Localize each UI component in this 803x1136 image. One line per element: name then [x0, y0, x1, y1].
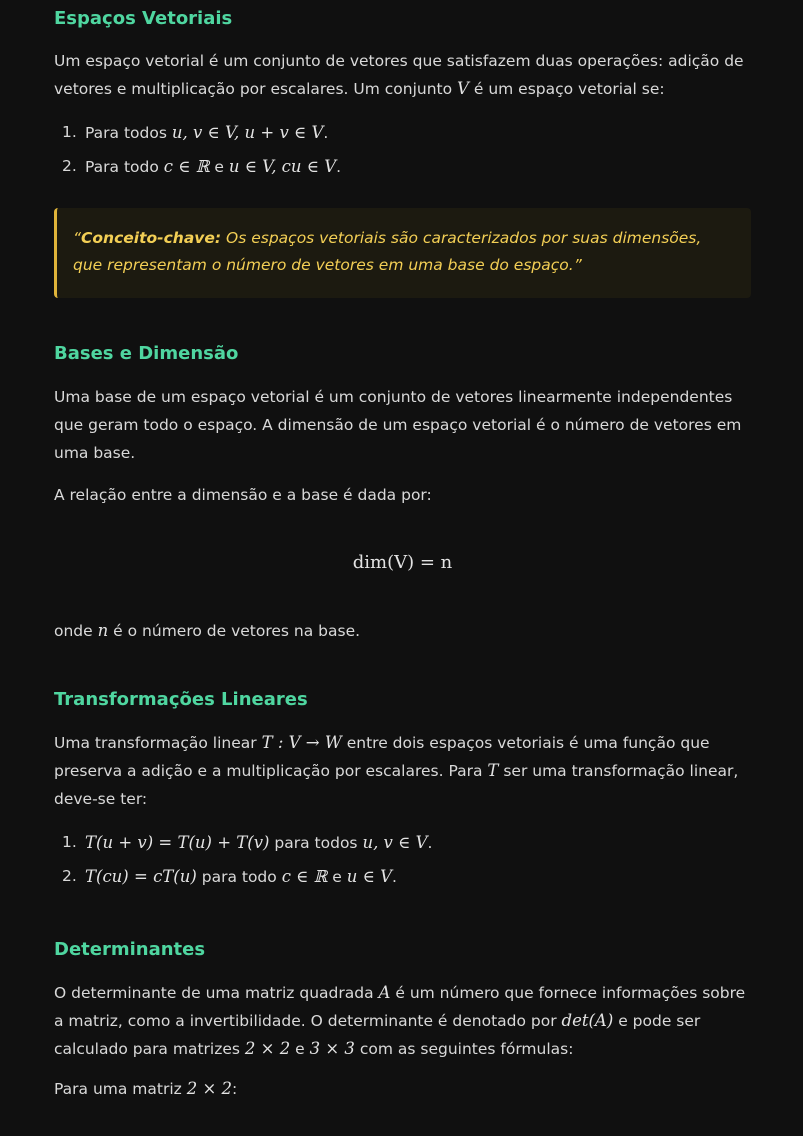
key-concept-callout: “Conceito-chave: Os espaços vetoriais são caracterizados por suas dimensões, que representam o número de vetores em uma base do espaço.”: [54, 208, 751, 298]
math-expression: det(A): [561, 1011, 614, 1030]
math-expression: T(u + v) = T(u) + T(v): [85, 833, 270, 852]
list-item: 2. Para todo c ∈ ℝ e u ∈ V, cu ∈ V.: [62, 157, 342, 176]
heading-vector-spaces: Espaços Vetoriais: [54, 8, 233, 29]
vector-spaces-intro: Um espaço vetorial é um conjunto de vetores que satisfazem duas operações: adição de vetores e multiplicação por escalares. Um conjunto V é um espaço vetorial se:: [54, 52, 744, 98]
list-item: 1. T(u + v) = T(u) + T(v) para todos u, v ∈ V.: [62, 833, 433, 852]
math-T: T: [487, 761, 499, 780]
two-by-two-intro: Para uma matriz 2 × 2:: [54, 1079, 238, 1098]
math-expression: T : V → W: [261, 733, 342, 752]
callout-label: Conceito-chave:: [81, 229, 222, 247]
linear-transformations-intro: Uma transformação linear T : V → W entre dois espaços vetoriais é uma função que preserva a adição e a multiplicação por escalares. Para T ser uma transformação linear, deve-se ter:: [54, 733, 739, 808]
math-expression: 2 × 2: [244, 1039, 291, 1058]
math-expression: T(cu) = cT(u): [85, 867, 197, 886]
heading-linear-transformations: Transformações Lineares: [54, 689, 308, 710]
math-expression: u ∈ V, cu ∈ V: [228, 157, 337, 176]
vector-space-axioms: [54, 116, 751, 184]
math-expression: 3 × 3: [309, 1039, 355, 1058]
dimension-formula: dim(V) = n: [352, 552, 453, 573]
bases-paragraph: Uma base de um espaço vetorial é um conjunto de vetores linearmente independentes que geram todo o espaço. A dimensão de um espaço vetorial é o número de vetores em uma base.: [54, 388, 742, 462]
math-expression: u, v ∈ V, u + v ∈ V: [171, 123, 324, 142]
math-expression: c ∈ ℝ: [163, 157, 210, 176]
math-V: V: [457, 79, 469, 98]
math-expression: u ∈ V: [346, 867, 392, 886]
list-item: 2. T(cu) = cT(u) para todo c ∈ ℝ e u ∈ V.: [62, 867, 397, 886]
dimension-note: onde n é o número de vetores na base.: [54, 621, 361, 640]
math-expression: c ∈ ℝ: [281, 867, 328, 886]
heading-bases-dimension: Bases e Dimensão: [54, 343, 239, 364]
math-A: A: [378, 983, 391, 1002]
list-item: 1. Para todos u, v ∈ V, u + v ∈ V.: [62, 123, 329, 142]
math-expression: 2 × 2: [186, 1079, 233, 1098]
math-n: n: [97, 621, 109, 640]
heading-determinants: Determinantes: [54, 939, 206, 960]
dimension-relation-text: A relação entre a dimensão e a base é dada por:: [54, 486, 432, 504]
callout-text: Os espaços vetoriais são caracterizados por suas dimensões, que representam o número de vetores em uma base do espaço.”: [73, 229, 702, 274]
linearity-conditions: [54, 826, 751, 894]
math-expression: u, v ∈ V: [362, 833, 428, 852]
article: [54, 0, 751, 1103]
determinants-intro: O determinante de uma matriz quadrada A é um número que fornece informações sobre a matriz, como a invertibilidade. O determinante é denotado por det(A) e pode ser calculado para matrizes 2 × 2 e 3 × 3 com as seguintes fórmulas:: [54, 983, 746, 1058]
